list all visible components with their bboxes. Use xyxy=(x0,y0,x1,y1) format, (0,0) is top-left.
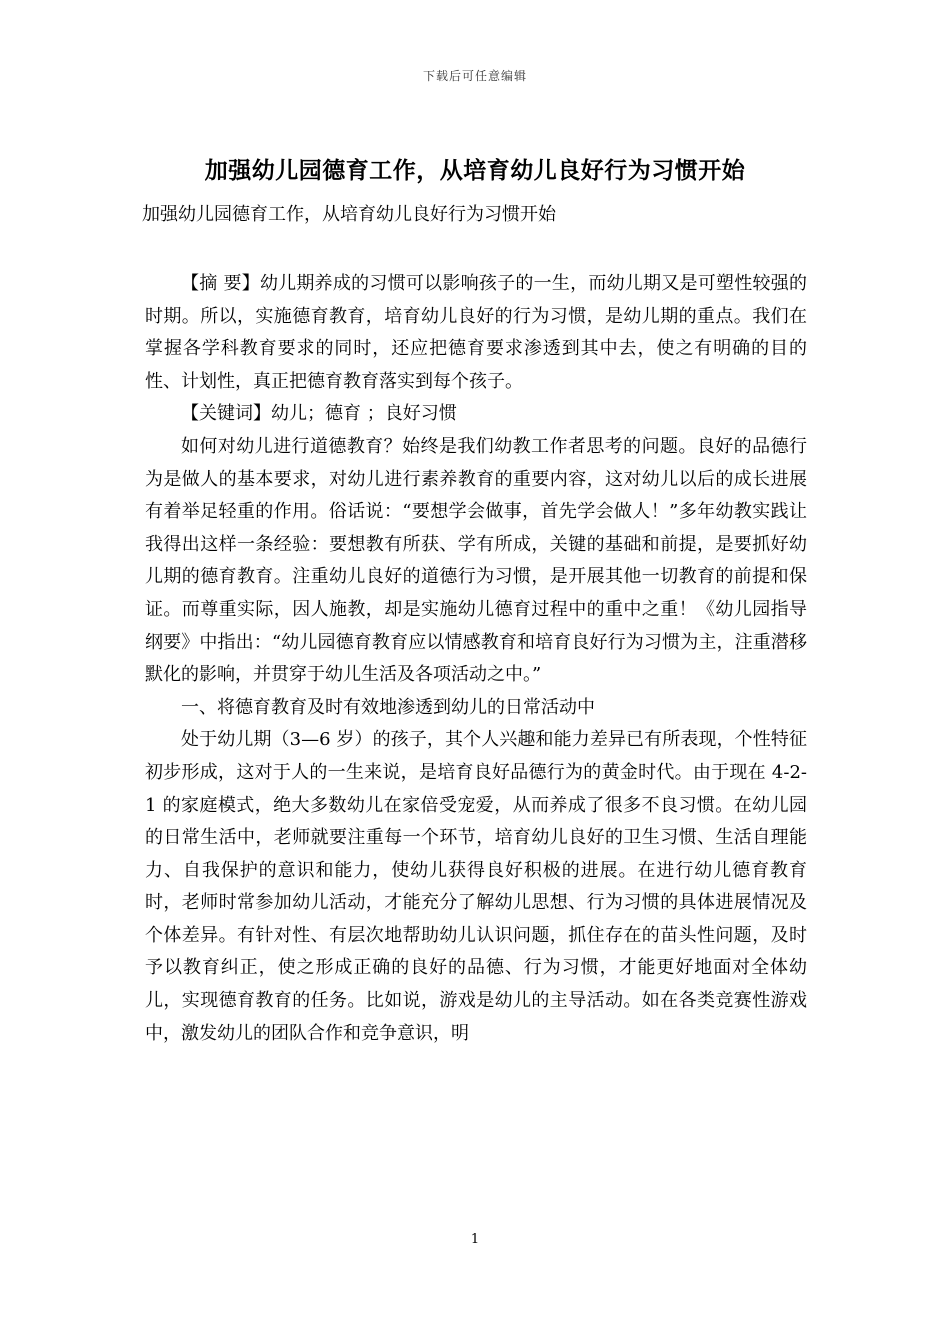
section-1-heading: 一、将德育教育及时有效地渗透到幼儿的日常活动中 xyxy=(181,696,595,718)
intro-paragraph: 如何对幼儿进行道德教育？始终是我们幼教工作者思考的问题。良好的品德行为是做人的基本要求，对幼儿进行素养教育的重要内容，这对幼儿以后的成长进展有着举足轻重的作用。俗话说：“要想学会做事，首先学会做人！”多年幼教实践让我得出这样一条经验：要想教有所获、学有所成，关键的基础和前提，是要抓好幼儿期的德育教育。注重幼儿良好的道德行为习惯，是开展其他一切教育的前提和保证。而尊重实际，因人施教，却是实施幼儿德育过程中的重中之重！《幼儿园指导纲要》中指出：“幼儿园德育教育应以情感教育和培育良好行为习惯为主，注重潜移默化的影响，并贯穿于幼儿生活及各项活动之中。” xyxy=(145,435,807,686)
page-header-note: 下载后可任意编辑 xyxy=(422,69,527,83)
abstract-paragraph: 【摘 要】幼儿期养成的习惯可以影响孩子的一生，而幼儿期又是可塑性较强的时期。所以，实施德育教育，培育幼儿良好的行为习惯，是幼儿期的重点。我们在掌握各学科教育要求的同时，还应把德育要求渗透到其中去，使之有明确的目的性、计划性，真正把德育教育落实到每个孩子。 xyxy=(145,273,807,392)
section-1-paragraph: 处于幼儿期（3—6 岁）的孩子，其个人兴趣和能力差异已有所表现，个性特征初步形成，这对于人的一生来说，是培育良好品德行为的黄金时代。由于现在 4-2-1 的家庭模式，绝大多数幼儿在家倍受宠爱，从而养成了很多不良习惯。在幼儿园的日常生活中，老师就要注重每一个环节，培育幼儿良好的卫生习惯、生活自理能力、自我保护的意识和能力，使幼儿获得良好积极的进展。在进行幼儿德育教育时，老师时常参加幼儿活动，才能充分了解幼儿思想、行为习惯的具体进展情况及个体差异。有针对性、有层次地帮助幼儿认识问题，抓住存在的苗头性问题，及时予以教育纠正，使之形成正确的良好的品德、行为习惯，才能更好地面对全体幼儿，实现德育教育的任务。比如说，游戏是幼儿的主导活动。如在各类竞赛性游戏中，激发幼儿的团队合作和竞争意识，明 xyxy=(145,729,807,1044)
keywords-paragraph: 【关键词】幼儿；德育 ；良好习惯 xyxy=(181,403,457,425)
document-title: 加强幼儿园德育工作，从培育幼儿良好行为习惯开始 xyxy=(204,157,746,184)
page-number: 1 xyxy=(470,1232,480,1247)
document-body xyxy=(145,268,807,1050)
document-subtitle: 加强幼儿园德育工作，从培育幼儿良好行为习惯开始 xyxy=(142,204,556,225)
